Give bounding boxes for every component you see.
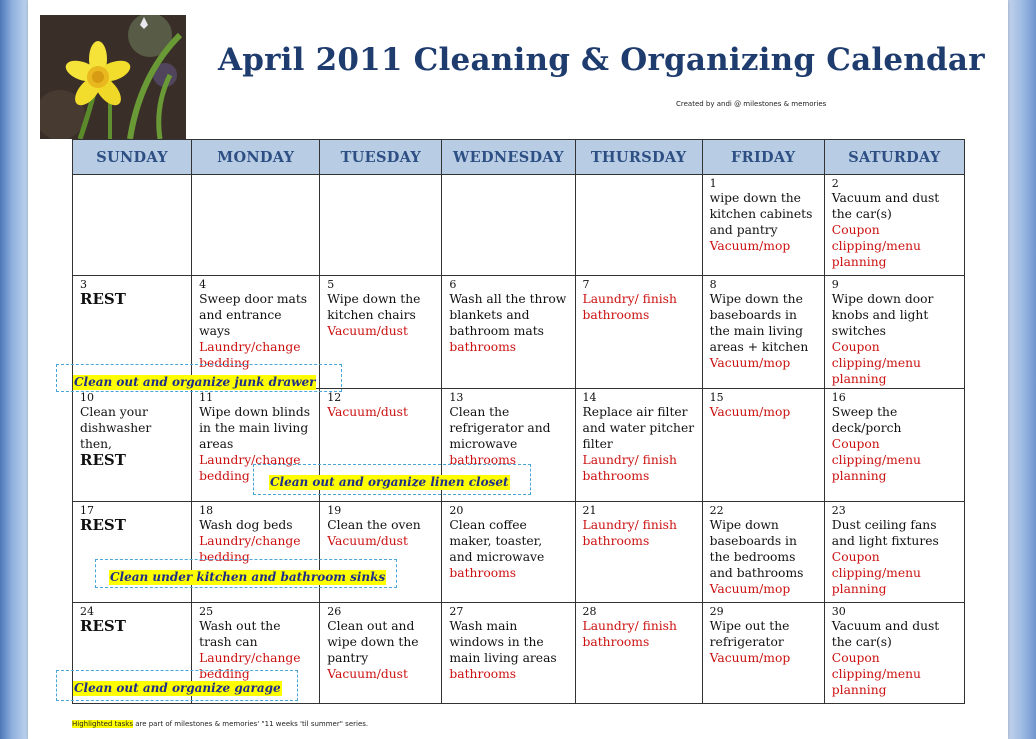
daily-task: Clean your dishwasher then, (80, 405, 152, 451)
day-number: 23 (831, 504, 846, 517)
daily-task: Wipe down the kitchen chairs (327, 292, 421, 322)
recurring-task: bathrooms (449, 566, 517, 580)
day-cell-20 (442, 502, 575, 603)
weekday-header-wednesday: WEDNESDAY (442, 140, 575, 175)
recurring-task: Vacuum/mop (709, 356, 791, 370)
highlight-text: Clean out and organize junk drawer (74, 375, 316, 389)
day-number: 19 (327, 504, 342, 517)
day-number: 1 (709, 177, 717, 190)
day-cell-8 (702, 276, 824, 389)
day-number: 5 (327, 278, 335, 291)
recurring-task: Vacuum/mop (709, 582, 791, 596)
daily-task: Wash main windows in the main living areas (449, 619, 557, 665)
weekday-header-row (73, 140, 965, 175)
day-number: 13 (449, 391, 464, 404)
calendar-title: April 2011 Cleaning & Organizing Calendar (218, 42, 985, 78)
daily-task: Clean coffee maker, toaster, and microwave (449, 518, 545, 564)
recurring-task: Vacuum/dust (327, 324, 408, 338)
day-cell-22 (702, 502, 824, 603)
credit-line: Created by andi @ milestones & memories (676, 100, 827, 108)
day-cell-21 (575, 502, 702, 603)
week-row (73, 175, 965, 276)
daily-task: wipe down the kitchen cabinets and pantry (709, 191, 813, 237)
recurring-task: Laundry/ finish bathrooms (582, 453, 677, 483)
day-number: 20 (449, 504, 464, 517)
recurring-task: Coupon clipping/menu planning (831, 651, 921, 697)
recurring-task: bathrooms (449, 667, 517, 681)
empty-day-cell (73, 175, 192, 276)
day-number: 29 (709, 605, 724, 618)
daily-task: Wipe down door knobs and light switches (831, 292, 934, 338)
day-number: 12 (327, 391, 342, 404)
footnote (72, 720, 368, 728)
day-cell-27 (442, 603, 575, 704)
recurring-task: Vacuum/dust (327, 667, 408, 681)
daily-task: Wash all the throw blankets and bathroom mats (449, 292, 567, 338)
empty-day-cell (575, 175, 702, 276)
day-cell-2 (824, 175, 964, 276)
daily-task: Dust ceiling fans and light fixtures (831, 518, 939, 548)
highlight-text: Clean out and organize linen closet (270, 475, 509, 489)
highlight-note-sinks[interactable] (95, 559, 397, 588)
day-cell-6 (442, 276, 575, 389)
recurring-task: Laundry/change bedding (199, 453, 301, 483)
day-number: 10 (80, 391, 94, 404)
window-right-edge (1008, 0, 1036, 739)
daily-task: Wipe down baseboards in the bedrooms and bathrooms (709, 518, 804, 580)
daily-task: Clean the oven (327, 518, 421, 532)
day-number: 9 (831, 278, 839, 291)
day-cell-7 (575, 276, 702, 389)
daily-task: Vacuum and dust the car(s) (831, 619, 940, 649)
recurring-task: Laundry/change bedding (199, 340, 301, 370)
footnote-text: are part of milestones & memories' "11 weeks 'til summer" series. (132, 720, 369, 728)
day-number: 30 (831, 605, 846, 618)
daily-task: Wash out the trash can (199, 619, 281, 649)
highlight-note-garage[interactable] (56, 670, 298, 701)
daily-task: Wash dog beds (199, 518, 293, 532)
empty-day-cell (442, 175, 575, 276)
daily-task: Wipe down blinds in the main living areas (199, 405, 311, 451)
day-number: 25 (199, 605, 214, 618)
recurring-task: Vacuum/dust (327, 405, 408, 419)
day-cell-1 (702, 175, 824, 276)
daily-task: Replace air filter and water pitcher filter (582, 405, 695, 451)
highlight-text: Clean under kitchen and bathroom sinks (110, 570, 386, 584)
day-number: 27 (449, 605, 464, 618)
weekday-header-sunday: SUNDAY (73, 140, 192, 175)
day-number: 22 (709, 504, 724, 517)
weekday-header-thursday: THURSDAY (575, 140, 702, 175)
day-cell-9 (824, 276, 964, 389)
highlight-note-linen-closet[interactable] (253, 464, 531, 495)
weekday-header-monday: MONDAY (192, 140, 320, 175)
day-number: 2 (831, 177, 839, 190)
daily-task: Clean out and wipe down the pantry (327, 619, 419, 665)
daffodil-photo (40, 15, 186, 139)
recurring-task: Coupon clipping/menu planning (831, 550, 921, 596)
day-cell-14 (575, 389, 702, 502)
footnote-highlighted: Highlighted tasks (72, 720, 133, 728)
day-number: 24 (80, 605, 94, 618)
weekday-header-friday: FRIDAY (702, 140, 824, 175)
recurring-task: bathrooms (449, 453, 517, 467)
day-cell-26 (320, 603, 442, 704)
rest-label: REST (80, 290, 126, 308)
day-number: 11 (199, 391, 214, 404)
daily-task: Vacuum and dust the car(s) (831, 191, 940, 221)
recurring-task: Laundry/ finish bathrooms (582, 619, 677, 649)
day-number: 15 (709, 391, 724, 404)
document-page (28, 0, 1008, 739)
day-number: 4 (199, 278, 207, 291)
day-cell-29 (702, 603, 824, 704)
recurring-task: Laundry/ finish bathrooms (582, 518, 677, 548)
day-number: 18 (199, 504, 214, 517)
empty-day-cell (192, 175, 320, 276)
day-number: 3 (80, 278, 87, 291)
recurring-task: Vacuum/mop (709, 651, 791, 665)
highlight-text: Clean out and organize garage (74, 681, 281, 695)
recurring-task: Laundry/change bedding (199, 651, 301, 681)
day-number: 17 (80, 504, 94, 517)
day-cell-28 (575, 603, 702, 704)
empty-day-cell (320, 175, 442, 276)
day-number: 6 (449, 278, 457, 291)
highlight-note-junk-drawer[interactable] (56, 364, 342, 392)
rest-label: REST (80, 617, 126, 635)
recurring-task: Vacuum/mop (709, 405, 791, 419)
daily-task: Sweep door mats and entrance ways (199, 292, 308, 338)
day-number: 16 (831, 391, 846, 404)
weekday-header-saturday: SATURDAY (824, 140, 964, 175)
day-cell-23 (824, 502, 964, 603)
daily-task: Sweep the deck/porch (831, 405, 902, 435)
recurring-task: Coupon clipping/menu planning (831, 223, 921, 269)
daily-task: Wipe down the baseboards in the main living areas + kitchen (709, 292, 809, 354)
day-number: 7 (582, 278, 590, 291)
day-number: 14 (582, 391, 597, 404)
recurring-task: bathrooms (449, 340, 517, 354)
rest-label: REST (80, 516, 126, 534)
day-cell-15 (702, 389, 824, 502)
day-cell-10 (73, 389, 192, 502)
recurring-task: Vacuum/mop (709, 239, 791, 253)
day-cell-16 (824, 389, 964, 502)
recurring-task: Laundry/ finish bathrooms (582, 292, 677, 322)
day-number: 26 (327, 605, 342, 618)
calendar-table (72, 139, 965, 704)
day-number: 8 (709, 278, 717, 291)
recurring-task: Vacuum/dust (327, 534, 408, 548)
day-cell-30 (824, 603, 964, 704)
rest-label: REST (80, 451, 126, 469)
recurring-task: Laundry/change bedding (199, 534, 301, 564)
recurring-task: Coupon clipping/menu planning (831, 340, 921, 386)
daily-task: Wipe out the refrigerator (709, 619, 790, 649)
day-number: 21 (582, 504, 597, 517)
day-number: 28 (582, 605, 597, 618)
recurring-task: Coupon clipping/menu planning (831, 437, 921, 483)
weekday-header-tuesday: TUESDAY (320, 140, 442, 175)
daily-task: Clean the refrigerator and microwave (449, 405, 551, 451)
